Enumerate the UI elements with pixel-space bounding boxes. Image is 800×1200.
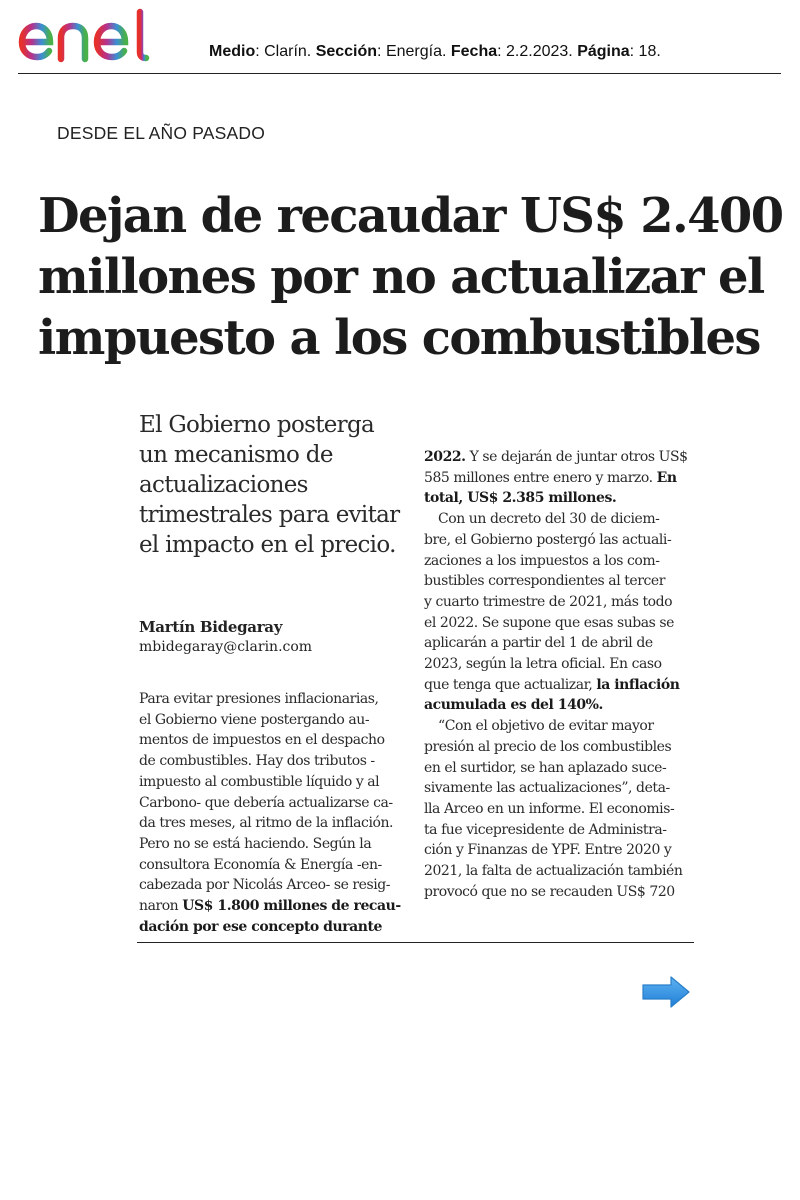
body-line: aplicarán a partir del 1 de abril de: [424, 635, 653, 652]
body-line: “Con el objetivo de evitar mayor: [438, 718, 654, 735]
body-line: y cuarto trimestre de 2021, más todo: [424, 593, 673, 610]
seccion-label: Sección: [315, 43, 378, 60]
summary-line: un mecanismo de: [139, 442, 333, 468]
body-line: cabezada por Nicolás Arceo- se resig-: [139, 877, 391, 894]
body-line: Con un decreto del 30 de diciem-: [438, 511, 660, 528]
body-text-bold: US$ 1.800 millones de recau-: [182, 898, 401, 915]
body-line: Para evitar presiones inflacionarias,: [139, 691, 379, 707]
body-line: [424, 488, 688, 509]
article-column-left: [139, 410, 405, 937]
body-line: mentos de impuestos en el despacho: [139, 732, 385, 749]
medio-label: Medio: [209, 43, 256, 60]
body-line: zaciones a los impuestos a los com-: [424, 552, 660, 569]
summary-line: trimestrales para evitar: [139, 502, 400, 528]
article-kicker: DESDE EL AÑO PASADO: [57, 123, 266, 143]
summary-line: actualizaciones: [139, 472, 308, 498]
body-line: bre, el Gobierno postergó las actuali-: [424, 531, 672, 548]
body-line: [424, 695, 688, 716]
body-line: lla Arceo en un informe. El economis-: [424, 800, 675, 817]
article-headline: [38, 186, 783, 369]
body-line: bustibles correspondientes al tercer: [424, 573, 665, 590]
body-text-bold: acumulada es del 140%.: [424, 697, 603, 714]
enel-logo: [16, 4, 181, 68]
body-line: ción y Finanzas de YPF. Entre 2020 y: [424, 842, 672, 859]
body-line: impuesto al combustible líquido y al: [139, 773, 380, 790]
body-line: 2023, según la letra oficial. En caso: [424, 656, 662, 673]
body-text-plain: Y se dejarán de juntar otros US$: [465, 449, 688, 465]
body-line: [139, 896, 405, 917]
body-line: el Gobierno viene postergando au-: [139, 711, 370, 728]
body-paragraph-2: [424, 509, 688, 716]
headline-line: impuesto a los combustibles: [38, 310, 760, 366]
summary-line: el impacto en el precio.: [139, 532, 396, 558]
right-arrow-icon[interactable]: [640, 974, 692, 1010]
body-line: el 2022. Se supone que esas subas se: [424, 614, 674, 631]
article-bottom-divider: [137, 942, 694, 943]
body-line: ta fue vicepresidente de Administra-: [424, 821, 667, 838]
body-text-bold: dación por ese concepto durante: [139, 918, 382, 935]
body-line: Carbono- que debería actualizarse ca-: [139, 794, 393, 811]
fecha-label: Fecha: [450, 43, 498, 60]
headline-line: millones por no actualizar el: [38, 249, 764, 305]
body-paragraph-1: [139, 689, 405, 937]
body-line: sivamente las actualizaciones”, deta-: [424, 780, 670, 797]
body-line: [424, 468, 688, 489]
body-line: consultora Economía & Energía -en-: [139, 856, 382, 873]
body-line: [424, 675, 688, 696]
seccion-value: : Energía.: [377, 43, 451, 60]
body-paragraph-1-continued: [424, 447, 688, 509]
headline-line: Dejan de recaudar US$ 2.400: [38, 188, 783, 244]
fecha-value: : 2.2.2023.: [497, 43, 578, 60]
media-info-line: [209, 43, 661, 61]
body-paragraph-3: [424, 716, 688, 902]
header-divider: [18, 73, 781, 74]
body-line: Pero no se está haciendo. Según la: [139, 835, 372, 852]
body-text-bold: En: [656, 469, 677, 486]
pagina-value: : 18.: [629, 43, 661, 60]
article-column-right: [424, 447, 688, 902]
body-text-plain: que tenga que actualizar,: [424, 676, 597, 693]
author-name: Martín Bidegaray: [139, 618, 283, 636]
body-line: da tres meses, al ritmo de la inflación.: [139, 815, 394, 832]
body-line: provocó que no se recauden US$ 720: [424, 883, 675, 900]
body-text-bold: total, US$ 2.385 millones.: [424, 490, 617, 507]
body-line: [139, 917, 405, 938]
body-text-plain: naron: [139, 898, 183, 915]
body-line: 2021, la falta de actualización también: [424, 863, 683, 880]
body-text-bold: la inflación: [596, 676, 680, 693]
summary-line: El Gobierno posterga: [139, 412, 374, 438]
body-line: en el surtidor, se han aplazado suce-: [424, 759, 667, 776]
body-line: presión al precio de los combustibles: [424, 738, 672, 755]
body-text-bold: 2022.: [424, 449, 466, 465]
body-text-plain: 585 millones entre enero y marzo.: [424, 469, 657, 486]
medio-value: : Clarín.: [255, 43, 316, 60]
body-line: de combustibles. Hay dos tributos -: [139, 753, 375, 770]
author-email: mbidegaray@clarin.com: [139, 639, 313, 655]
pagina-label: Página: [577, 43, 630, 60]
article-summary: [139, 410, 405, 560]
body-line: [424, 447, 688, 468]
